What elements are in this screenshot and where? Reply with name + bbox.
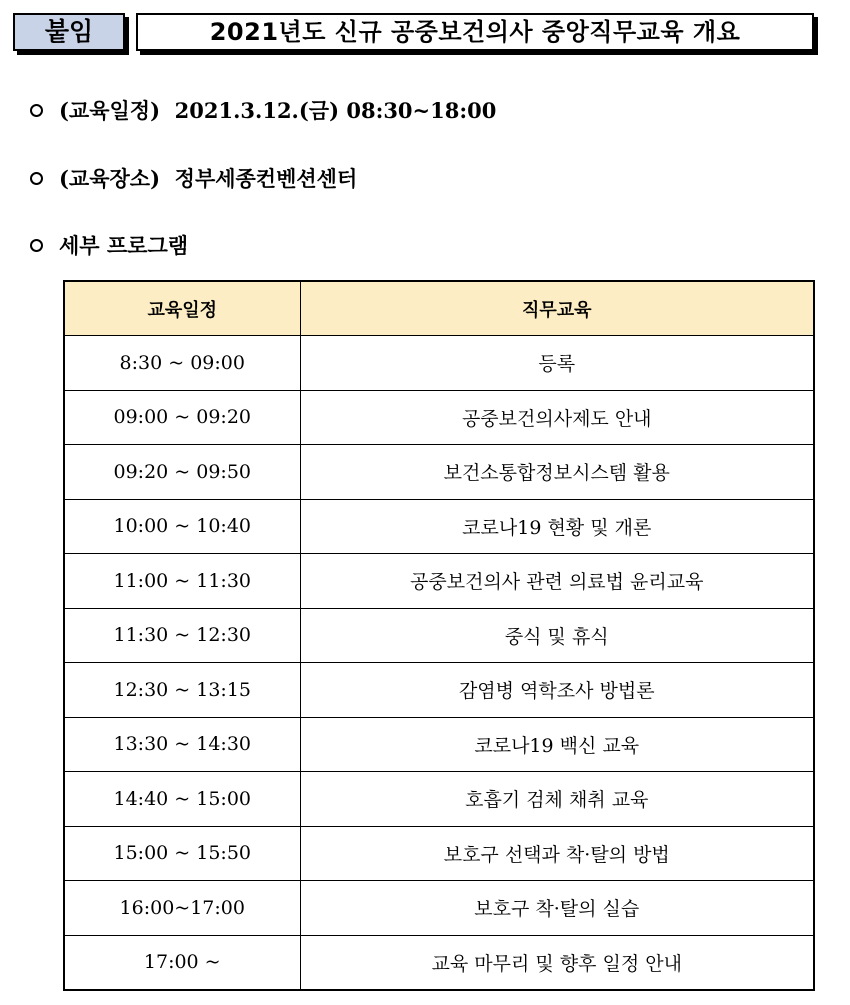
circle-bullet-icon (30, 104, 43, 117)
row-course: 중식 및 휴식 (300, 608, 814, 663)
document-header (13, 13, 815, 51)
table-row (64, 826, 814, 881)
table-row (64, 390, 814, 445)
table-row (64, 717, 814, 772)
row-course: 호흡기 검체 채취 교육 (300, 772, 814, 827)
table-row (64, 336, 814, 391)
circle-bullet-icon (30, 172, 43, 185)
row-course: 교육 마무리 및 향후 일정 안내 (300, 935, 814, 990)
row-time: 09:20 ~ 09:50 (64, 445, 300, 500)
row-course: 보호구 착·탈의 실습 (300, 881, 814, 936)
row-time: 16:00~17:00 (64, 881, 300, 936)
header-course: 직무교육 (300, 281, 814, 336)
row-course: 공중보건의사제도 안내 (300, 390, 814, 445)
table-row (64, 881, 814, 936)
overview-label: (교육일정) (59, 98, 161, 123)
table-row (64, 445, 814, 500)
header-time: 교육일정 (64, 281, 300, 336)
row-time: 11:30 ~ 12:30 (64, 608, 300, 663)
row-time: 17:00 ~ (64, 935, 300, 990)
overview-label: (교육장소) (59, 166, 161, 191)
row-course: 보호구 선택과 착·탈의 방법 (300, 826, 814, 881)
row-time: 12:30 ~ 13:15 (64, 663, 300, 718)
table-row (64, 608, 814, 663)
overview-value: 2021.3.12.(금) 08:30~18:00 (174, 98, 497, 123)
overview-schedule (30, 95, 496, 125)
attachment-tag: 붙임 (13, 13, 125, 51)
program-table (63, 280, 815, 991)
table-row (64, 554, 814, 609)
document-title: 2021년도 신규 공중보건의사 중앙직무교육 개요 (136, 13, 814, 51)
circle-bullet-icon (30, 239, 43, 252)
row-course: 코로나19 현황 및 개론 (300, 499, 814, 554)
table-row (64, 772, 814, 827)
row-time: 10:00 ~ 10:40 (64, 499, 300, 554)
table-row (64, 935, 814, 990)
table-header-row (64, 281, 814, 336)
overview-value: 정부세종컨벤션센터 (174, 166, 358, 191)
row-course: 코로나19 백신 교육 (300, 717, 814, 772)
row-time: 8:30 ~ 09:00 (64, 336, 300, 391)
overview-program (30, 230, 188, 260)
table-row (64, 499, 814, 554)
row-course: 감염병 역학조사 방법론 (300, 663, 814, 718)
overview-label: 세부 프로그램 (59, 233, 189, 258)
row-course: 공중보건의사 관련 의료법 윤리교육 (300, 554, 814, 609)
row-time: 09:00 ~ 09:20 (64, 390, 300, 445)
row-time: 15:00 ~ 15:50 (64, 826, 300, 881)
row-course: 등록 (300, 336, 814, 391)
table-row (64, 663, 814, 718)
overview-location (30, 163, 357, 193)
row-time: 11:00 ~ 11:30 (64, 554, 300, 609)
row-course: 보건소통합정보시스템 활용 (300, 445, 814, 500)
row-time: 13:30 ~ 14:30 (64, 717, 300, 772)
row-time: 14:40 ~ 15:00 (64, 772, 300, 827)
